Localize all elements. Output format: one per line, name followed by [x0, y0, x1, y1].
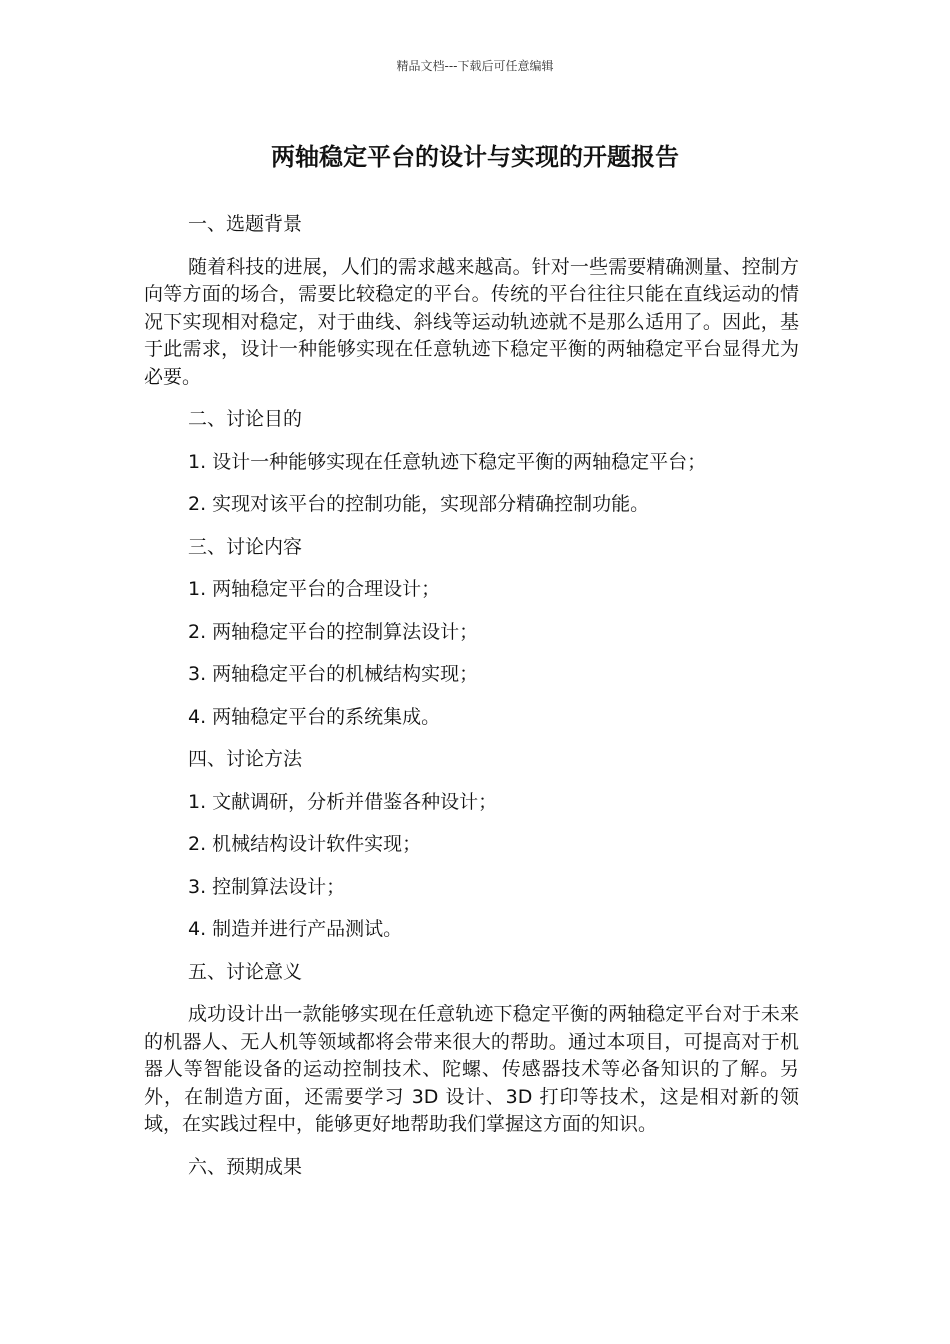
method-item: 3. 控制算法设计；: [188, 875, 346, 898]
section-heading-method: 四、讨论方法: [188, 748, 303, 770]
purpose-item: 2. 实现对该平台的控制功能，实现部分精确控制功能。: [188, 493, 650, 515]
content-item: 2. 两轴稳定平台的控制算法设计；: [188, 620, 479, 643]
section-heading-background: 一、选题背景: [188, 213, 303, 235]
method-item: 2. 机械结构设计软件实现；: [188, 833, 422, 855]
document-body: [144, 211, 799, 1196]
page-header: 精品文档---下载后可任意编辑: [396, 59, 554, 73]
significance-paragraph: 成功设计出一款能够实现在任意轨迹下稳定平衡的两轴稳定平台对于未来的机器人、无人机等领域都将会带来很大的帮助。通过本项目，可提高对于机器人等智能设备的运动控制技术、陀螺、传感器技术等必备知识的了解。另外，在制造方面，还需要学习 3D 设计、3D 打印等技术，这是相对新的领域，在实践过程中，能够更好地帮助我们掌握这方面的知识。: [144, 1003, 799, 1135]
section-heading-significance: 五、讨论意义: [188, 960, 303, 983]
method-item: 1. 文献调研，分析并借鉴各种设计；: [188, 790, 498, 813]
content-item: 4. 两轴稳定平台的系统集成。: [188, 705, 441, 728]
document-title: 两轴稳定平台的设计与实现的开题报告: [271, 143, 679, 171]
section-heading-purpose: 二、讨论目的: [188, 408, 303, 430]
purpose-item: 1. 设计一种能够实现在任意轨迹下稳定平衡的两轴稳定平台；: [188, 450, 707, 473]
method-item: 4. 制造并进行产品测试。: [188, 918, 403, 940]
section-heading-expected-results: 六、预期成果: [188, 1155, 303, 1178]
section-heading-content: 三、讨论内容: [188, 535, 303, 558]
content-item: 3. 两轴稳定平台的机械结构实现；: [188, 663, 479, 685]
content-item: 1. 两轴稳定平台的合理设计；: [188, 578, 441, 600]
background-paragraph: 随着科技的进展，人们的需求越来越高。针对一些需要精确测量、控制方向等方面的场合，需要比较稳定的平台。传统的平台往往只能在直线运动的情况下实现相对稳定，对于曲线、斜线等运动轨迹就不是那么适用了。因此，基于此需求，设计一种能够实现在任意轨迹下稳定平衡的两轴稳定平台显得尤为必要。: [144, 255, 799, 388]
